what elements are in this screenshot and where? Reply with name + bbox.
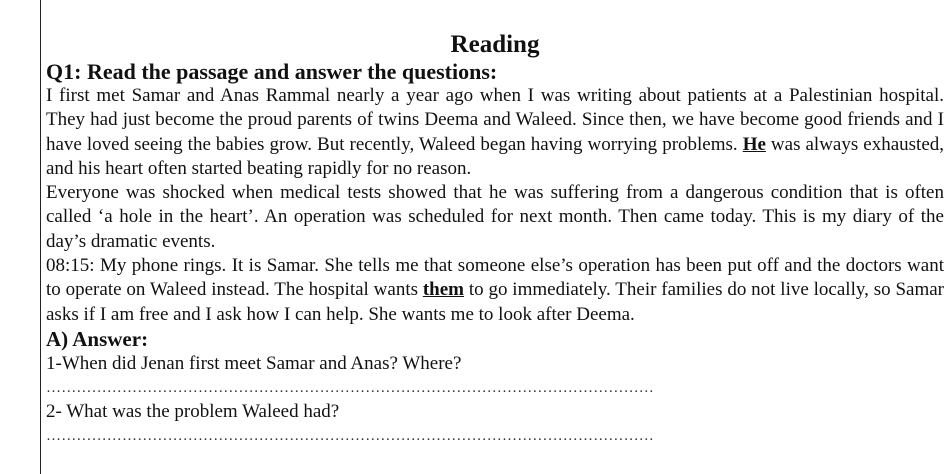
passage-paragraph-2: Everyone was shocked when medical tests showed that he was suffering from a dangerous condition that is often called ‘a hole in the heart’. An operation was scheduled for next month. Then came today. This is my diary of the day’s dramatic events. xyxy=(46,182,944,252)
underlined-pronoun-he: He xyxy=(742,133,766,155)
question-heading: Q1: Read the passage and answer the questions: xyxy=(46,59,498,84)
passage-text: 08:15: My phone rings. It is Samar. She tells me that someone else’s operation has been put off and the doctors want to operate on Waleed instead. The hospital wants xyxy=(46,255,944,301)
answer-line-2[interactable]: ………………………………………………………………………………………………………… xyxy=(46,427,654,444)
passage-text: to go immediately. Their families do not live locally, so Samar asks if I am free and I ask how I can help. She wants me to look after Deema. xyxy=(46,279,944,325)
question-1-text: 1-When did Jenan first meet Samar and Anas? Where? xyxy=(46,352,462,374)
answer-line-1[interactable]: ………………………………………………………………………………………………………… xyxy=(46,379,654,396)
question-2-text: 2- What was the problem Waleed had? xyxy=(46,400,340,422)
worksheet-content xyxy=(46,30,944,447)
passage-text: I first met Samar and Anas Rammal nearly a year ago when I was writing about patients at a Palestinian hospital. They had just become the proud parents of twins Deema and Waleed. Since then, we have become good friends and I have loved seeing the babies grow. But recently, Waleed began having worrying problems. xyxy=(46,85,944,155)
answer-heading: A) Answer: xyxy=(46,326,149,351)
passage-paragraph-1 xyxy=(46,84,944,181)
page-title: Reading xyxy=(450,31,540,58)
passage-text: was always exhausted, and his heart often started beating rapidly for no reason. xyxy=(46,133,944,179)
passage-paragraph-3 xyxy=(46,254,944,327)
underlined-pronoun-them: them xyxy=(422,279,464,301)
